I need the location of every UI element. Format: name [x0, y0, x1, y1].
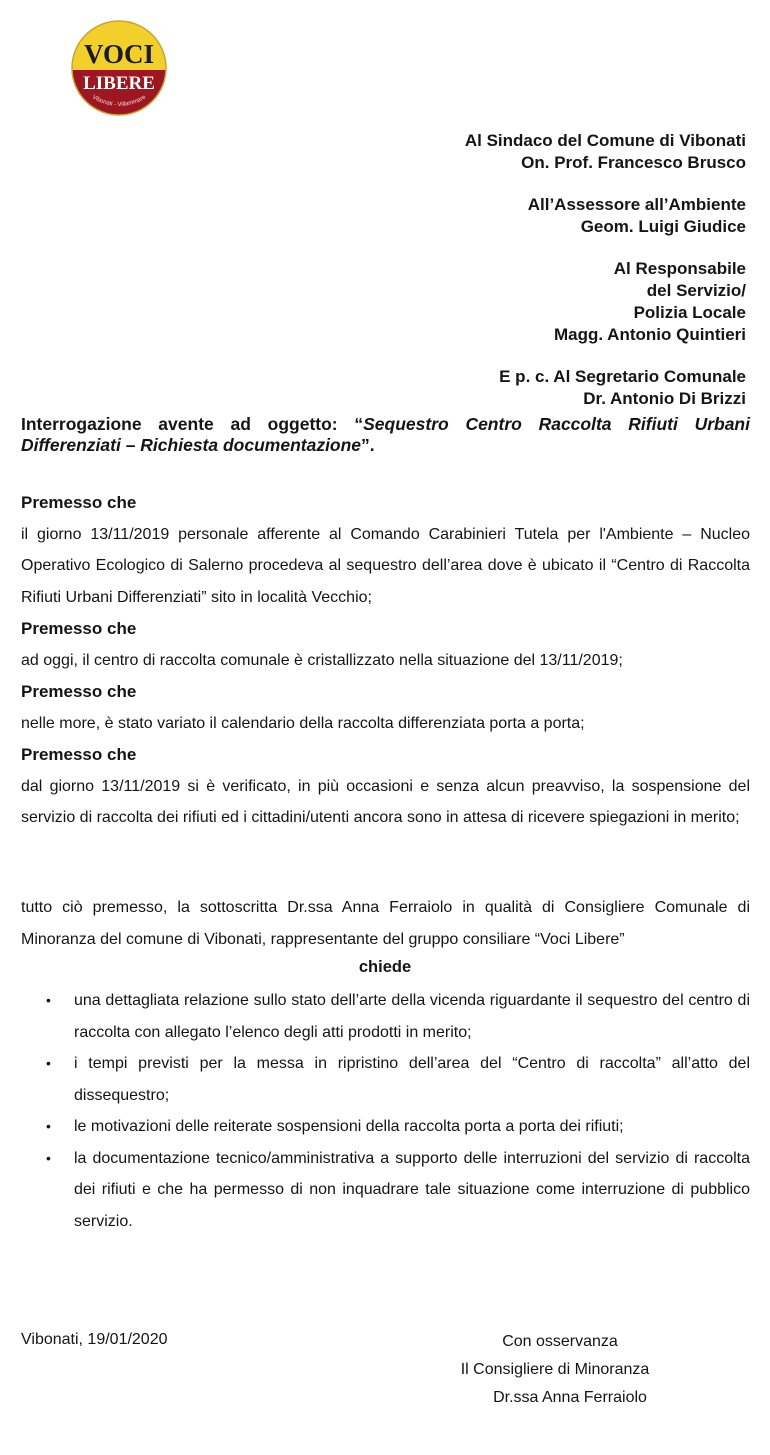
subject-suffix: ”.: [361, 435, 375, 455]
premises-section: [21, 487, 750, 834]
premise-heading: Premesso che: [21, 682, 137, 701]
request-item: [44, 985, 750, 1048]
request-item: [44, 1111, 750, 1143]
logo-top-text: VOCI: [84, 39, 154, 69]
recipient-line: Dr. Antonio Di Brizzi: [583, 389, 746, 408]
signature-name: Dr.ssa Anna Ferraiolo: [493, 1389, 647, 1406]
logo-arc-text: Vibonati - Villammare: [91, 94, 147, 109]
date-line: Vibonati, 19/01/2020: [21, 1331, 168, 1348]
recipient-line: Al Sindaco del Comune di Vibonati: [464, 131, 746, 150]
requests-list: [44, 985, 750, 1237]
bullet-icon: •: [46, 1118, 51, 1134]
recipient-block: [346, 258, 746, 346]
signature-block: [430, 1328, 690, 1412]
request-item: [44, 1048, 750, 1111]
recipient-block: [346, 130, 746, 174]
subject-line: [21, 414, 750, 456]
bullet-icon: •: [46, 992, 51, 1008]
recipient-line: On. Prof. Francesco Brusco: [521, 153, 746, 172]
bullet-icon: •: [46, 1055, 51, 1071]
recipient-line: Magg. Antonio Quintieri: [553, 325, 746, 344]
recipient-line: Polizia Locale: [633, 303, 746, 322]
logo-bottom-text: LIBERE: [83, 73, 155, 94]
recipient-line: Geom. Luigi Giudice: [580, 217, 746, 236]
request-item: [44, 1143, 750, 1238]
closing-paragraph: tutto ciò premesso, la sottoscritta Dr.ssa Anna Ferraiolo in qualità di Consigliere Comunale di Minoranza del comune di Vibonati, rappresentante del gruppo consiliare “Voci Libere”: [21, 899, 750, 948]
recipients-block: [346, 130, 746, 430]
logo-badge-icon: [64, 16, 174, 120]
premise-heading: Premesso che: [21, 493, 137, 512]
recipient-line: E p. c. Al Segretario Comunale: [499, 367, 746, 386]
request-text: una dettagliata relazione sullo stato dell’arte della vicenda riguardante il sequestro del centro di raccolta con allegato l’elenco degli atti prodotti in merito;: [74, 992, 750, 1041]
recipient-line: Al Responsabile: [613, 259, 746, 278]
premise-text: nelle more, è stato variato il calendario della raccolta differenziata porta a porta;: [21, 714, 585, 732]
signature-role: Il Consigliere di Minoranza: [460, 1361, 650, 1378]
subject-title: Sequestro Centro Raccolta Rifiuti Urbani Differenziati – Richiesta documentazione: [21, 414, 750, 455]
recipient-line: del Servizio/: [646, 281, 746, 300]
recipient-block: [346, 194, 746, 238]
premise-text: dal giorno 13/11/2019 si è verificato, in più occasioni e senza alcun preavviso, la sospensione del servizio di raccolta dei rifiuti ed i cittadini/utenti ancora sono in attesa di ricevere spiegazioni in merito;: [21, 777, 750, 826]
premise-text: il giorno 13/11/2019 personale afferente al Comando Carabinieri Tutela per l'Ambiente – Nucleo Operativo Ecologico di Salerno procedeva al sequestro dell’area dove è ubicato il “Centro di Raccolta Rifiuti Urbani Differenziati” sito in località Vecchio;: [21, 525, 750, 606]
premise-text: ad oggi, il centro di raccolta comunale è cristallizzato nella situazione del 13/11/2019;: [21, 651, 623, 669]
bullet-icon: •: [46, 1149, 51, 1166]
recipient-line: All’Assessore all’Ambiente: [527, 195, 746, 214]
recipient-block: [346, 366, 746, 410]
voci-libere-logo: [64, 16, 174, 120]
request-text: i tempi previsti per la messa in ripristino dell’area del “Centro di raccolta” all’atto del dissequestro;: [74, 1055, 750, 1104]
request-heading: chiede: [358, 958, 412, 976]
request-text: la documentazione tecnico/amministrativa a supporto delle interruzioni del servizio di raccolta dei rifiuti e che ha permesso di non inquadrare tale situazione come interruzione di pubblico servizio.: [74, 1149, 750, 1230]
premise-heading: Premesso che: [21, 619, 137, 638]
premise-heading: Premesso che: [21, 745, 137, 764]
subject-prefix: Interrogazione avente ad oggetto: “: [21, 414, 364, 434]
request-text: le motivazioni delle reiterate sospensioni della raccolta porta a porta dei rifiuti;: [74, 1118, 624, 1135]
signature-salutation: Con osservanza: [502, 1333, 618, 1350]
